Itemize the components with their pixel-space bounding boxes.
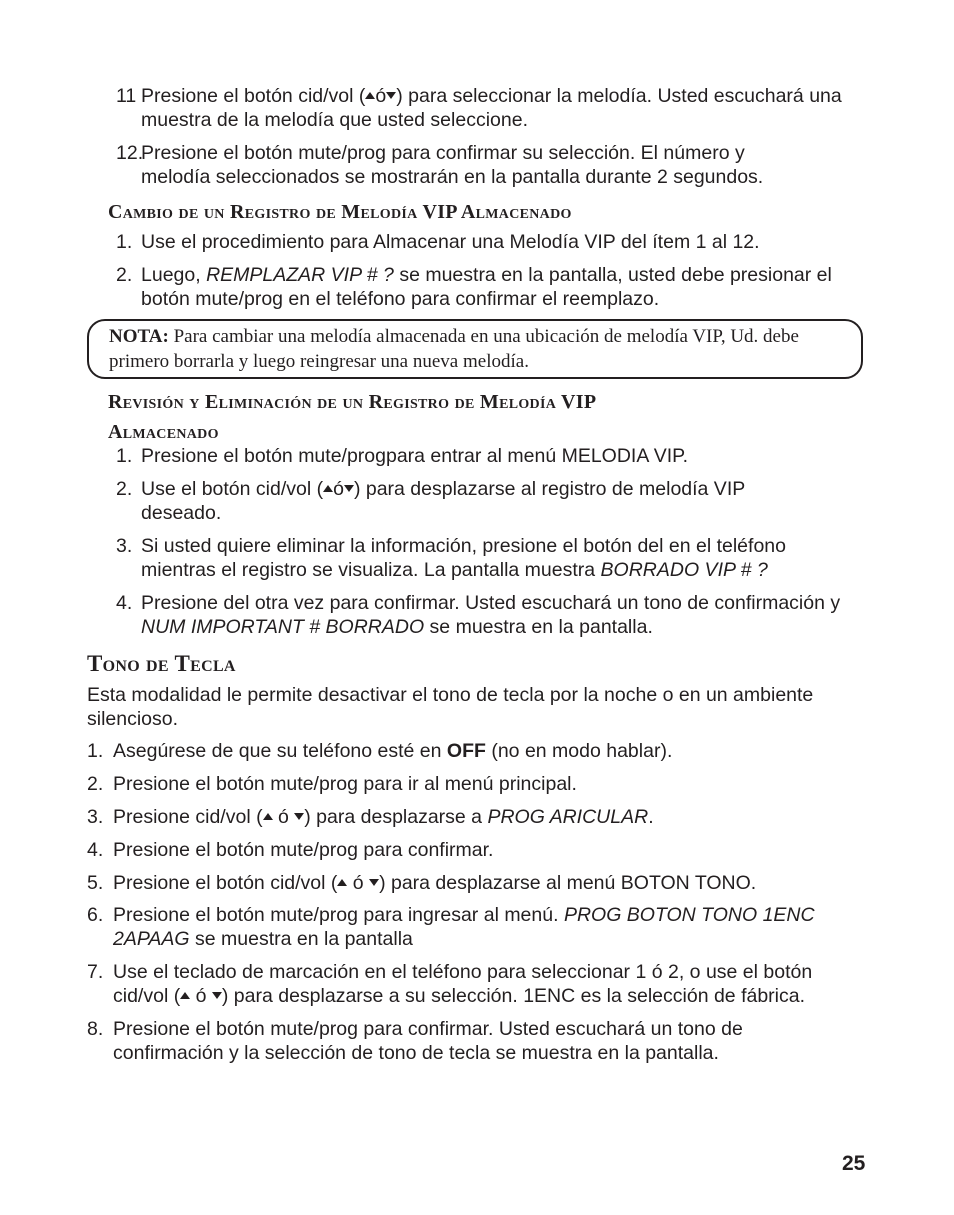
list-item: 5. Presione el botón cid/vol ( ó ) para desplazarse al menú BOTON TONO.	[87, 872, 757, 894]
arrow-up-icon	[365, 92, 375, 99]
list-item: 2. Luego, REMPLAZAR VIP # ? se muestra en la pantalla, usted debe presionar el botón mute/prog en el teléfono para confirmar el reemplazo.	[116, 264, 832, 310]
section-heading: Cambio de un Registro de Melodía VIP Almacenado	[108, 201, 572, 223]
list-item: 6. Presione el botón mute/prog para ingresar al menú. PROG BOTON TONO 1ENC 2APAAG se muestra en la pantalla	[87, 904, 815, 950]
list-item: 3. Si usted quiere eliminar la información, presione el botón del en el teléfono mientras el registro se visualiza. La pantalla muestra BORRADO VIP # ?	[116, 535, 786, 581]
note-text: Para cambiar una melodía almacenada en una ubicación de melodía VIP, Ud. debe primero borrarla y luego reingresar una nueva melodía.	[109, 326, 799, 372]
list-number: 11	[116, 85, 137, 107]
list-item: 11 Presione el botón cid/vol ( ó ) para seleccionar la melodía. Usted escuchará una muestra de la melodía que usted seleccione.	[116, 85, 842, 131]
arrow-up-icon	[337, 879, 347, 886]
page-number: 25	[842, 1152, 866, 1175]
arrow-down-icon	[344, 485, 354, 492]
arrow-up-icon	[323, 485, 333, 492]
list-item: 12. Presione el botón mute/prog para confirmar su selección. El número y melodía seleccionados se mostrarán en la pantalla durante 2 segundos.	[116, 142, 764, 188]
list-number: 12.	[116, 142, 144, 164]
note-label: NOTA:	[109, 326, 169, 347]
list-item: 4. Presione del otra vez para confirmar. Usted escuchará un tono de confirmación y NUM IMPORTANT # BORRADO se muestra en la pantalla.	[116, 592, 841, 638]
list-item: 1. Use el procedimiento para Almacenar una Melodía VIP del ítem 1 al 12.	[116, 231, 760, 253]
arrow-down-icon	[294, 813, 304, 820]
note-box	[87, 319, 863, 379]
list-item: 4. Presione el botón mute/prog para confirmar.	[87, 839, 494, 861]
arrow-up-icon	[263, 813, 273, 820]
arrow-down-icon	[369, 879, 379, 886]
arrow-down-icon	[212, 992, 222, 999]
list-item: 8. Presione el botón mute/prog para confirmar. Usted escuchará un tono de confirmación y la selección de tono de tecla se muestra en la pantalla.	[87, 1018, 743, 1064]
list-item: 3. Presione cid/vol ( ó ) para desplazarse a PROG ARICULAR.	[87, 806, 654, 828]
list-item: 1. Asegúrese de que su teléfono esté en OFF (no en modo hablar).	[87, 740, 673, 762]
list-item: 1. Presione el botón mute/progpara entrar al menú MELODIA VIP.	[116, 445, 689, 467]
arrow-down-icon	[386, 92, 396, 99]
section-heading: Revisión y Eliminación de un Registro de Melodía VIP Almacenado	[108, 391, 597, 443]
list-item: 7. Use el teclado de marcación en el teléfono para seleccionar 1 ó 2, o use el botón cid/vol ( ó ) para desplazarse a su selección. 1ENC es la selección de fábrica.	[87, 961, 813, 1007]
list-item: 2. Presione el botón mute/prog para ir al menú principal.	[87, 773, 577, 795]
intro-paragraph: Esta modalidad le permite desactivar el tono de tecla por la noche o en un ambiente silencioso.	[87, 684, 814, 730]
arrow-up-icon	[180, 992, 190, 999]
section-heading: Tono de Tecla	[87, 651, 236, 676]
list-item: 2. Use el botón cid/vol ( ó ) para desplazarse al registro de melodía VIP deseado.	[116, 478, 745, 524]
